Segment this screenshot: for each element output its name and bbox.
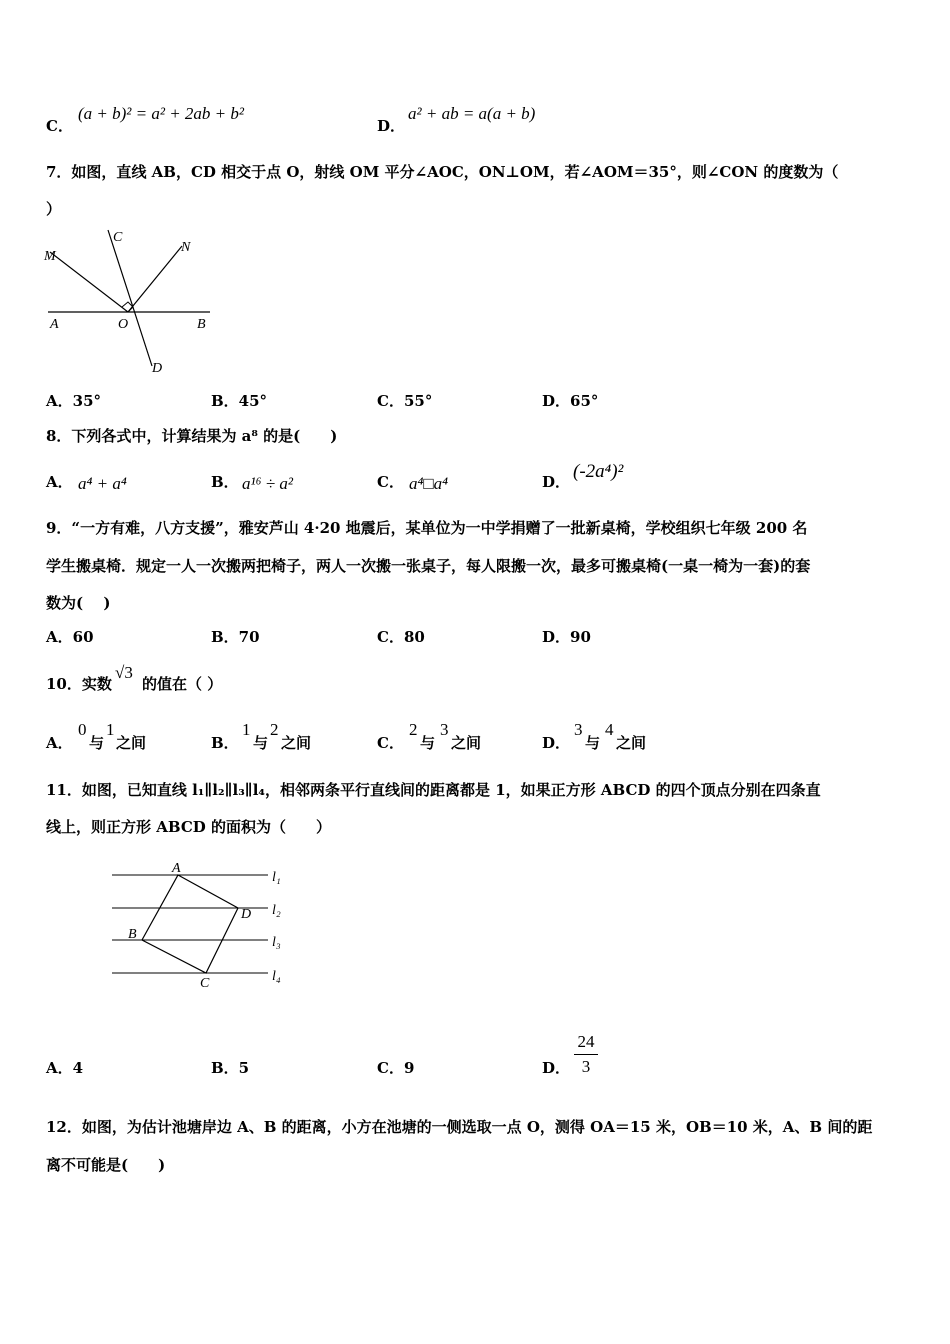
q8-stem: 8．下列各式中，计算结果为 a⁸ 的是( ): [46, 427, 338, 445]
q7-option-b: B．45°: [211, 392, 268, 410]
q10-c-n1: 2: [409, 720, 418, 739]
q8-expr-d: (-2a⁴)²: [573, 461, 624, 482]
fraction-denominator: 3: [581, 1057, 591, 1076]
label-l3: l₃: [272, 935, 281, 950]
q10-label-d: D．: [542, 734, 571, 752]
q10-b-tail: 之间: [281, 734, 312, 752]
q11-option-d: D．: [542, 1059, 571, 1077]
q8-label-c: C．: [377, 473, 404, 491]
q7-angle-figure: [40, 222, 220, 382]
q10-d-mid: 与: [585, 734, 601, 752]
q11-line1: 11．如图，已知直线 l₁∥l₂∥l₃∥l₄，相邻两条平行直线间的距离都是 1，如果正方形 ABCD 的四个顶点分别在四条直: [46, 781, 821, 799]
q8-expr-a: a⁴ + a⁴: [78, 474, 127, 493]
label-l2: l₂: [272, 903, 281, 918]
q10-stem-a: 10．实数: [46, 675, 112, 693]
label-M: M: [44, 249, 56, 264]
q7-option-a: A．35°: [46, 392, 102, 410]
label-l4: l₄: [272, 969, 281, 984]
q10-c-n2: 3: [440, 720, 449, 739]
q9-line3: 数为( ): [46, 594, 111, 612]
q12-line2: 离不可能是( ): [46, 1156, 166, 1174]
q9-line2: 学生搬桌椅．规定一人一次搬两把椅子，两人一次搬一张桌子，每人限搬一次，最多可搬桌椅(一桌一椅为一套)的套: [46, 557, 811, 575]
q8-expr-b: a¹⁶ ÷ a²: [242, 474, 293, 493]
label-l1: l₁: [272, 870, 281, 885]
q9-line1: 9．“一方有难，八方支援”，雅安芦山 4·20 地震后，某单位为一中学捐赠了一批新桌椅，学校组织七年级 200 名: [46, 519, 808, 537]
q12-line1: 12．如图，为估计池塘岸边 A、B 的距离，小方在池塘的一侧选取一点 O，测得 OA＝15 米，OB＝10 米，A、B 间的距: [46, 1118, 873, 1136]
q7-option-d: D．65°: [542, 392, 599, 410]
q6-option-c-expr: (a + b)² = a² + 2ab + b²: [78, 104, 244, 123]
q10-label-a: A．: [46, 734, 73, 752]
q11-option-c: C．9: [377, 1059, 415, 1077]
q9-option-c: C．80: [377, 628, 425, 646]
q8-expr-c: a⁴□a⁴: [409, 474, 449, 493]
q7-option-c: C．55°: [377, 392, 433, 410]
q8-label-a: A．: [46, 473, 73, 491]
label-A: A: [172, 861, 181, 876]
label-B: B: [197, 317, 206, 332]
q10-a-tail: 之间: [116, 734, 147, 752]
fraction-numerator: 24: [577, 1032, 595, 1051]
label-A: A: [50, 317, 59, 332]
q9-option-d: D．90: [542, 628, 591, 646]
q6-option-d-label: D．: [377, 117, 406, 135]
q10-c-mid: 与: [420, 734, 436, 752]
q6-option-c-label: C．: [46, 117, 73, 135]
q9-option-a: A．60: [46, 628, 94, 646]
q8-label-d: D．: [542, 473, 571, 491]
label-D: D: [152, 361, 163, 376]
q10-b-n1: 1: [242, 720, 251, 739]
fraction-bar: [574, 1054, 598, 1055]
q8-label-b: B．: [211, 473, 239, 491]
label-C: C: [113, 230, 123, 245]
label-O: O: [118, 317, 129, 332]
q10-a-n2: 1: [106, 720, 115, 739]
q10-d-n1: 3: [574, 720, 583, 739]
q10-a-n1: 0: [78, 720, 87, 739]
q10-label-b: B．: [211, 734, 239, 752]
label-D: D: [241, 907, 252, 922]
q10-a-mid: 与: [89, 734, 105, 752]
q10-c-tail: 之间: [451, 734, 482, 752]
q6-option-d-expr: a² + ab = a(a + b): [408, 104, 536, 123]
q10-b-mid: 与: [253, 734, 269, 752]
q11-square-figure: [100, 855, 300, 995]
q10-b-n2: 2: [270, 720, 279, 739]
q10-d-n2: 4: [605, 720, 614, 739]
label-C: C: [200, 976, 210, 991]
q11-line2: 线上，则正方形 ABCD 的面积为（ ）: [46, 818, 331, 836]
label-B: B: [128, 927, 137, 942]
q11-option-d-fraction: [574, 1032, 598, 1077]
q10-stem-b: 的值在（ ）: [142, 675, 223, 693]
q10-d-tail: 之间: [616, 734, 647, 752]
label-N: N: [181, 240, 191, 255]
q10-label-c: C．: [377, 734, 404, 752]
q7-stem: 7．如图，直线 AB，CD 相交于点 O，射线 OM 平分∠AOC，ON⊥OM，若∠AOM＝35°，则∠CON 的度数为（: [46, 163, 839, 181]
q11-option-a: A．4: [46, 1059, 84, 1077]
q7-stem-end: ）: [46, 200, 62, 218]
q11-option-b: B．5: [211, 1059, 250, 1077]
q10-sqrt3: √3: [115, 663, 133, 682]
q9-option-b: B．70: [211, 628, 260, 646]
